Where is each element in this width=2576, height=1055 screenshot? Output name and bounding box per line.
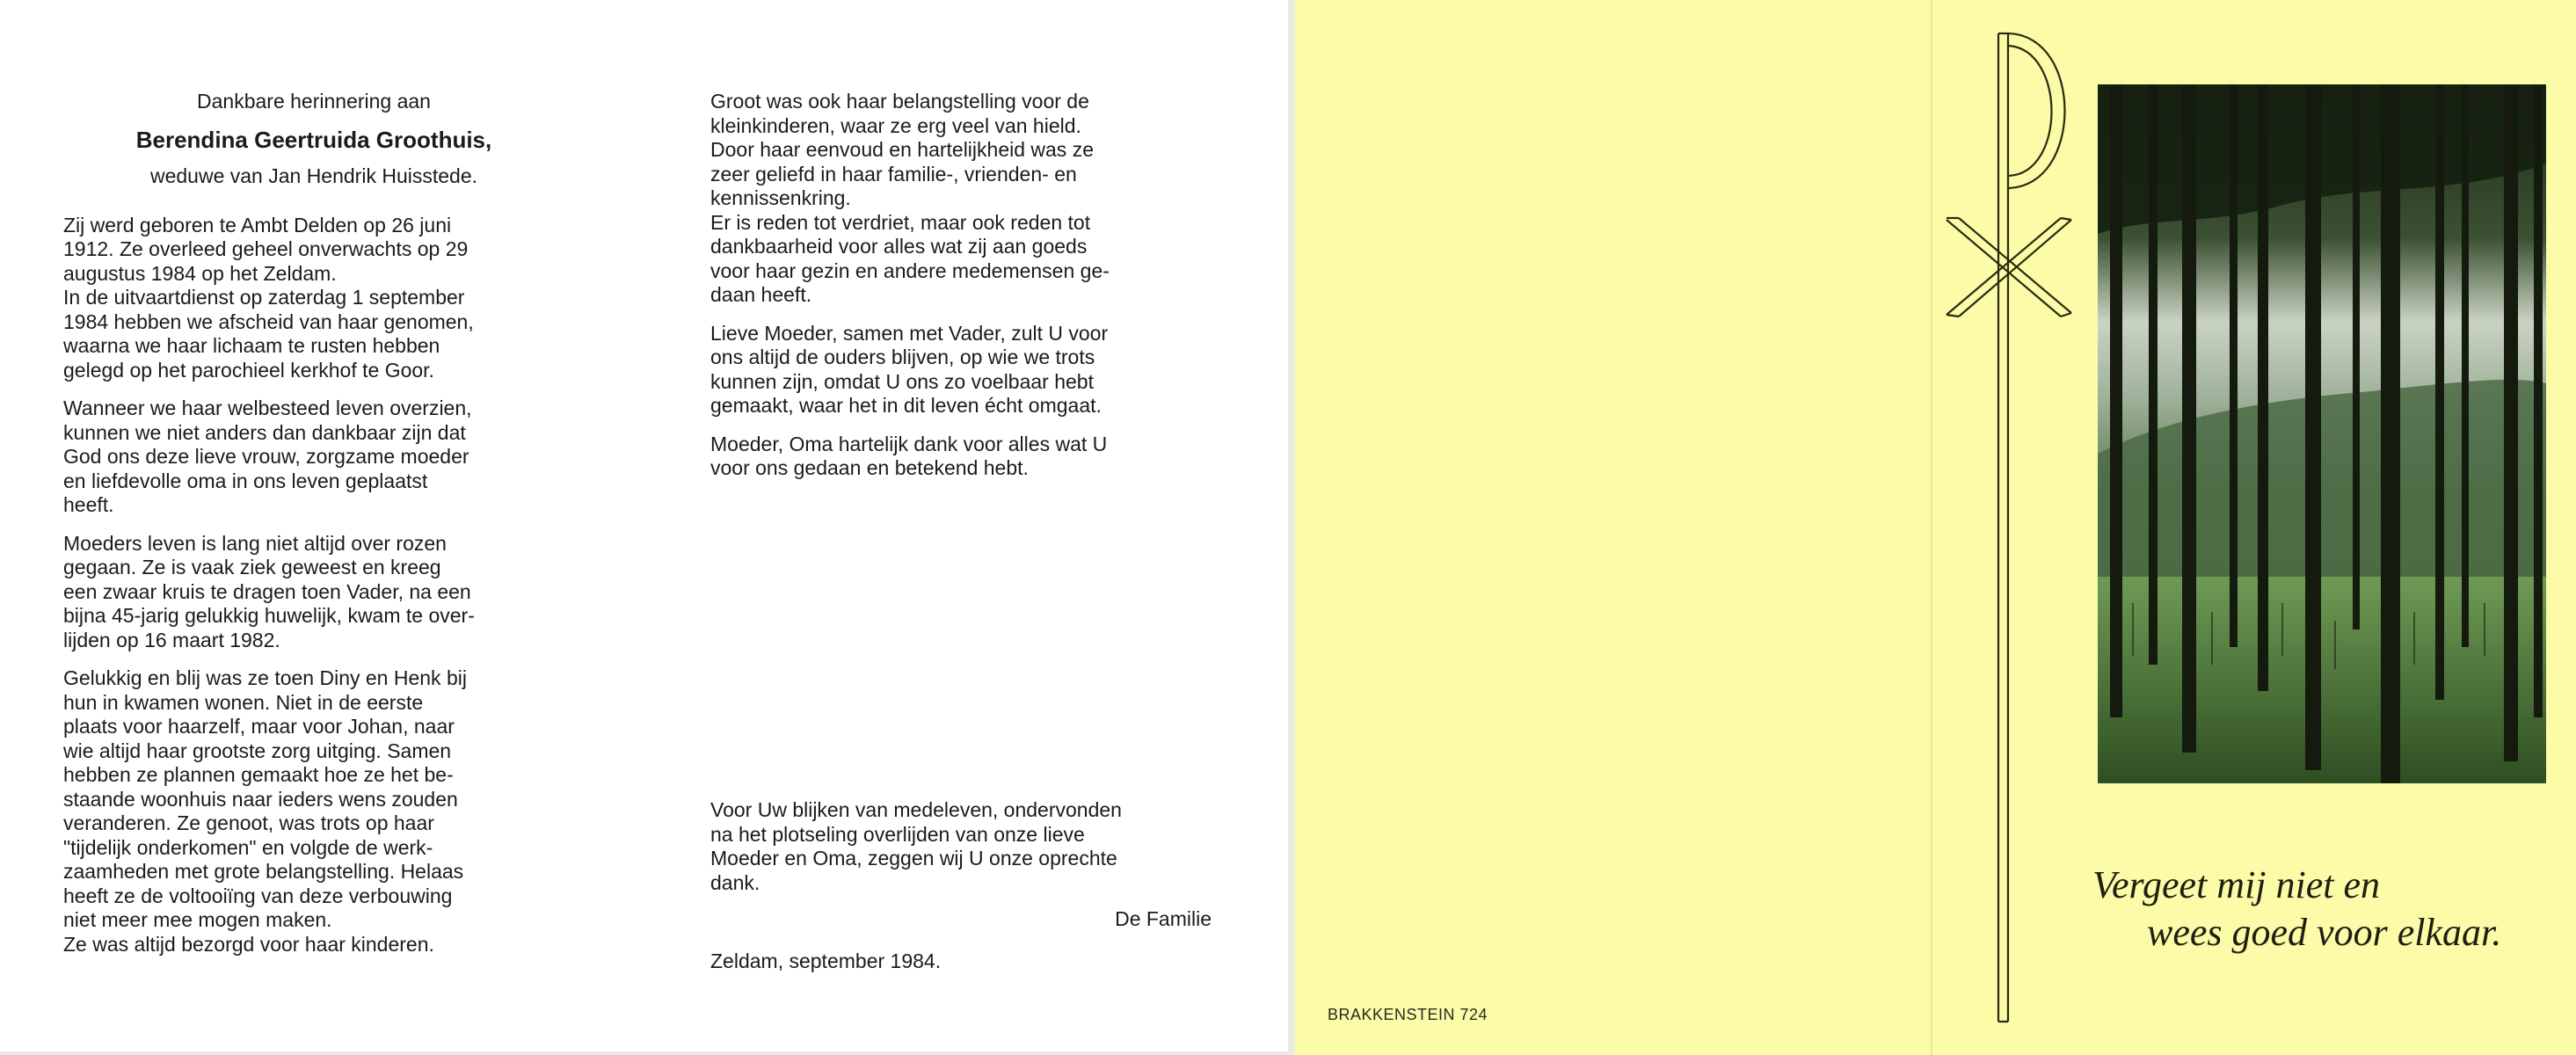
paragraph-parents [710,322,1213,418]
motto-line-2: wees goed voor elkaar. [2147,911,2502,954]
text-line: staande woonhuis naar ieders wens zouden [63,787,458,811]
text-line: zeer geliefd in haar familie-, vrienden- en [710,162,1077,186]
paragraph-family [63,666,564,957]
text-line: lijden op 16 maart 1982. [63,628,280,651]
inner-left-column [63,90,564,971]
text-line: waarna we haar lichaam te rusten hebben [63,334,440,357]
text-line: hun in kwamen wonen. Niet in de eerste [63,690,424,714]
forest-illustration [2098,84,2546,783]
place-date: Zeldam, september 1984. [710,950,942,972]
text-line: gemaakt, waar het in dit leven écht omgaat. [710,394,1102,417]
paragraph-hardship [63,532,564,653]
signature: De Familie [1115,907,1212,930]
forest-trees-photo [2098,84,2546,783]
text-line: "tijdelijk onderkomen" en volgde de werk- [63,835,433,859]
text-line: daan heeft. [710,283,812,306]
text-line: Ze was altijd bezorgd voor haar kinderen. [63,932,434,956]
text-line: hebben ze plannen gemaakt hoe ze het be- [63,763,454,786]
text-line: Lieve Moeder, samen met Vader, zult U voor [710,321,1109,345]
publisher-code: BRAKKENSTEIN 724 [1328,1006,1488,1023]
text-line: bijna 45-jarig gelukkig huwelijk, kwam te over- [63,604,475,627]
thanks-paragraph [710,798,1213,895]
inner-right-column [710,90,1213,495]
text-line: 1912. Ze overleed geheel onverwachts op 29 [63,237,469,260]
text-line: Zij werd geboren te Ambt Delden op 26 juni [63,213,452,236]
text-line: Moeder en Oma, zeggen wij U onze oprechte [710,847,1117,869]
text-line: een zwaar kruis te dragen toen Vader, na een [63,579,471,603]
text-line: kennissenkring. [710,186,851,209]
text-line: veranderen. Ze genoot, was trots op haar [63,811,434,834]
text-line: na het plotseling overlijden van onze lieve [710,822,1085,846]
text-line: en liefdevolle oma in ons leven geplaatst [63,469,428,492]
text-line: niet meer mee mogen maken. [63,908,332,931]
text-line: dankbaarheid voor alles wat zij aan goeds [710,235,1088,258]
text-line: In de uitvaartdienst op zaterdag 1 september [63,286,465,309]
text-line: kleinkinderen, waar ze erg veel van hield. [710,113,1081,137]
motto [2092,862,2550,957]
text-line: voor ons gedaan en betekend hebt. [710,456,1029,479]
text-line: heeft. [63,493,114,516]
text-line: Moeders leven is lang niet altijd over rozen [63,531,447,555]
text-line: zaamheden met grote belangstelling. Helaas [63,860,464,883]
paragraph-life [63,397,564,518]
deceased-name: Berendina Geertruida Groothuis, [135,126,492,153]
text-line: augustus 1984 op het Zeldam. [63,261,337,285]
text-line: Er is reden tot verdriet, maar ook reden tot [710,210,1091,234]
motto-line-1: Vergeet mij niet en [2092,863,2381,906]
card-gap [1288,0,1295,1055]
text-line: gelegd op het parochieel kerkhof te Goor. [63,358,434,382]
text-line: heeft ze de voltooiïng van deze verbouwing [63,884,453,907]
paragraph-grandchildren [710,90,1213,308]
text-line: Door haar eenvoud en hartelijkheid was ze [710,138,1094,161]
text-line: kunnen zijn, omdat U ons zo voelbaar hebt [710,369,1094,393]
chi-rho-icon [1943,26,2075,1029]
text-line: Gelukkig en blij was ze toen Diny en Henk bij [63,666,467,689]
text-line: wie altijd haar grootste zorg uitging. Samen [63,738,452,762]
fold-line [1931,0,1932,1055]
text-line: Voor Uw blijken van medeleven, ondervonden [710,798,1122,821]
text-line: Moeder, Oma hartelijk dank voor alles wat U [710,432,1108,455]
text-line: God ons deze lieve vrouw, zorgzame moeder [63,445,469,468]
paragraph-gratitude [710,433,1213,481]
paragraph-birth [63,214,564,383]
text-line: plaats voor haarzelf, maar voor Johan, naar [63,715,455,738]
text-line: kunnen we niet anders dan dankbaar zijn dat [63,420,466,444]
widow-line: weduwe van Jan Hendrik Huisstede. [149,164,478,187]
text-line: dank. [710,870,760,894]
text-line: gegaan. Ze is vaak ziek geweest en kreeg [63,556,441,578]
text-line: Groot was ook haar belangstelling voor de [710,90,1089,113]
text-line: 1984 hebben we afscheid van haar genomen, [63,309,474,333]
text-line: ons altijd de ouders blijven, op wie we trots [710,346,1095,368]
text-line: voor haar gezin en andere medemensen ge- [710,258,1110,282]
text-line: Wanneer we haar welbesteed leven overzien, [63,397,472,419]
intro-line: Dankbare herinnering aan [197,90,431,113]
